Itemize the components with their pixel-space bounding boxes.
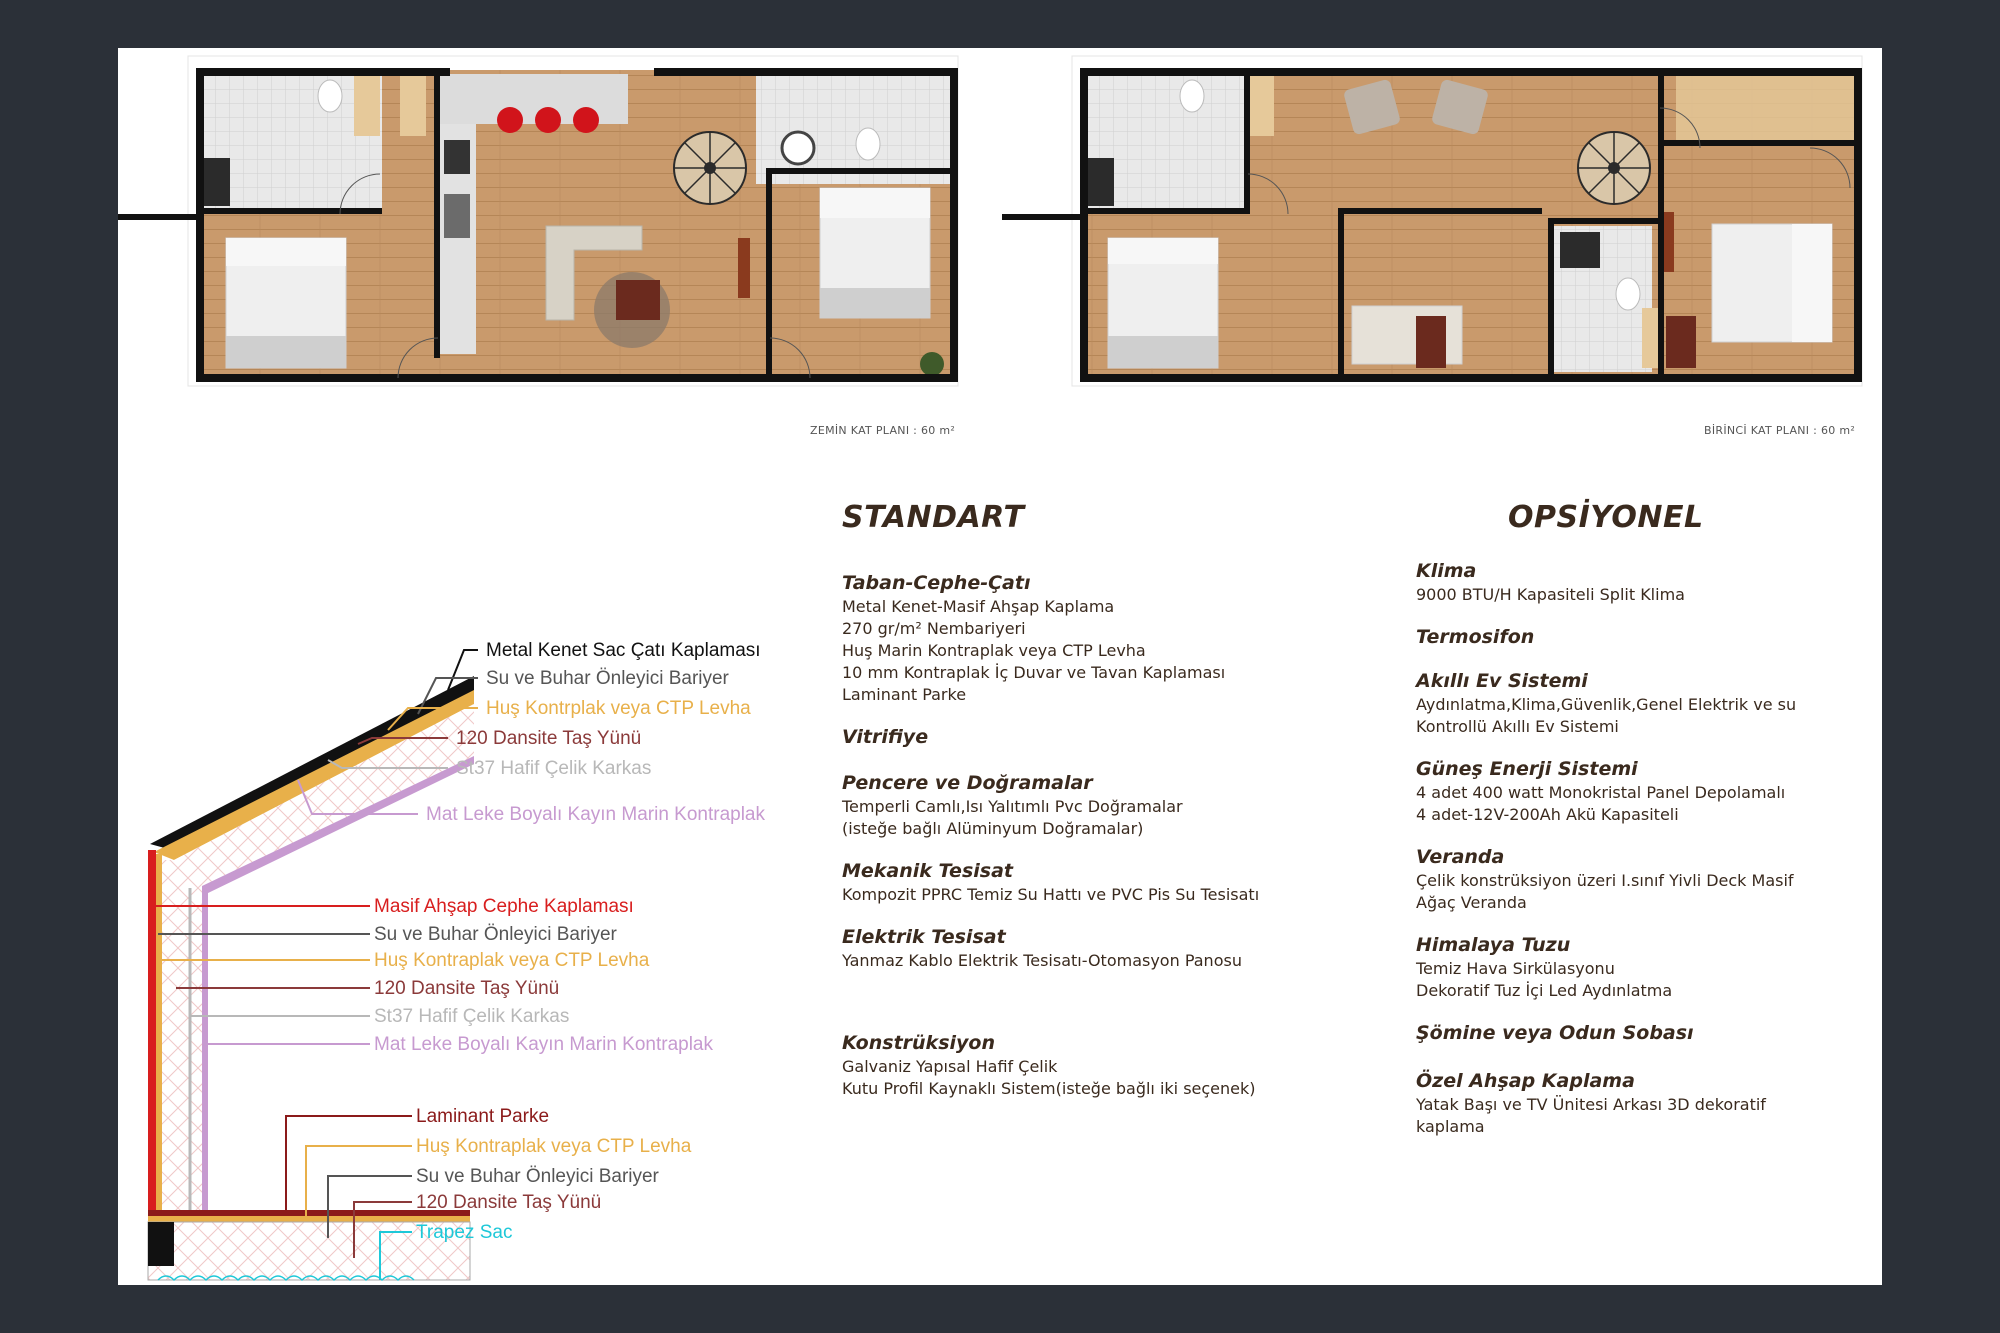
ground-floor-plan <box>118 48 978 437</box>
first-floor-label: BİRİNCİ KAT PLANI : 60 m² <box>1704 424 1856 437</box>
section-heading: Veranda <box>1416 846 1505 868</box>
floor-layer-label-1: Laminant Parke <box>416 1106 550 1127</box>
opsiyonel-list <box>1416 560 1866 1158</box>
opsiyonel-section-2 <box>1416 626 1866 648</box>
section-heading: Klima <box>1416 560 1477 582</box>
section-line: Ağaç Veranda <box>1416 893 1527 912</box>
section-heading: Taban-Cephe-Çatı <box>842 572 1031 594</box>
section-heading: Akıllı Ev Sistemi <box>1416 670 1588 692</box>
floor-layer-label-2: Huş Kontraplak veya CTP Levha <box>416 1136 692 1157</box>
construction-detail-drawing <box>118 568 818 1285</box>
section-line: Çelik konstrüksiyon üzeri I.sınıf Yivli Deck Masif <box>1416 871 1794 890</box>
roof-layer-label-3: Huş Kontrplak veya CTP Levha <box>486 698 751 719</box>
section-heading: Şömine veya Odun Sobası <box>1416 1022 1694 1044</box>
wall-layer-label-5: St37 Hafif Çelik Karkas <box>374 1006 570 1027</box>
section-line: Dekoratif Tuz İçi Led Aydınlatma <box>1416 981 1673 1000</box>
section-line: Aydınlatma,Klima,Güvenlik,Genel Elektrik ve su <box>1416 695 1797 714</box>
standart-section-2 <box>842 726 1342 748</box>
ground-floor-drawing <box>118 48 978 428</box>
standart-section-3 <box>842 772 1342 840</box>
wall-layer-label-1: Masif Ahşap Cephe Kaplaması <box>374 896 634 917</box>
roof-layer-label-6: Mat Leke Boyalı Kayın Marin Kontraplak <box>426 804 766 825</box>
section-heading: Konstrüksiyon <box>842 1032 995 1054</box>
section-line: 4 adet 400 watt Monokristal Panel Depolamalı <box>1416 783 1786 802</box>
standart-title: STANDART <box>842 500 1025 535</box>
section-heading: Pencere ve Doğramalar <box>842 772 1093 794</box>
section-line: Metal Kenet-Masif Ahşap Kaplama <box>842 597 1115 616</box>
floor-layer-label-5: Trapez Sac <box>416 1222 513 1243</box>
section-line: Yatak Başı ve TV Ünitesi Arkası 3D dekoratif <box>1416 1095 1766 1114</box>
construction-detail <box>118 568 818 1285</box>
standart-section-6 <box>842 1032 1342 1100</box>
section-heading: Mekanik Tesisat <box>842 860 1013 882</box>
section-line: Temperli Camlı,Isı Yalıtımlı Pvc Doğramalar <box>842 797 1183 816</box>
standart-section-5 <box>842 926 1342 972</box>
section-line: Huş Marin Kontraplak veya CTP Levha <box>842 641 1146 660</box>
section-heading: Elektrik Tesisat <box>842 926 1006 948</box>
opsiyonel-section-5 <box>1416 846 1866 914</box>
roof-layer-label-2: Su ve Buhar Önleyici Bariyer <box>486 668 729 689</box>
first-floor-plan <box>1002 48 1882 437</box>
opsiyonel-section-7 <box>1416 1022 1866 1044</box>
opsiyonel-section-8 <box>1416 1070 1866 1138</box>
section-heading: Vitrifiye <box>842 726 929 748</box>
section-heading: Termosifon <box>1416 626 1535 648</box>
opsiyonel-section-1 <box>1416 560 1866 606</box>
section-line: kaplama <box>1416 1117 1485 1136</box>
section-line: (isteğe bağlı Alüminyum Doğramalar) <box>842 819 1144 838</box>
roof-layer-label-1: Metal Kenet Sac Çatı Kaplaması <box>486 640 761 661</box>
wall-layer-label-6: Mat Leke Boyalı Kayın Marin Kontraplak <box>374 1034 714 1055</box>
standart-section-4 <box>842 860 1342 906</box>
section-line: Temiz Hava Sirkülasyonu <box>1416 959 1615 978</box>
section-line: Galvaniz Yapısal Hafif Çelik <box>842 1057 1058 1076</box>
opsiyonel-section-6 <box>1416 934 1866 1002</box>
opsiyonel-section-3 <box>1416 670 1866 738</box>
ground-floor-label: ZEMİN KAT PLANI : 60 m² <box>810 424 956 437</box>
first-floor-drawing <box>1002 48 1882 428</box>
section-heading: Güneş Enerji Sistemi <box>1416 758 1638 780</box>
wall-layer-label-4: 120 Dansite Taş Yünü <box>374 978 560 999</box>
section-line: 4 adet-12V-200Ah Akü Kapasiteli <box>1416 805 1679 824</box>
section-line: 9000 BTU/H Kapasiteli Split Klima <box>1416 585 1685 604</box>
section-line: Yanmaz Kablo Elektrik Tesisatı-Otomasyon Panosu <box>842 951 1242 970</box>
roof-layer-label-5: St37 Hafif Çelik Karkas <box>456 758 652 779</box>
section-line: Laminant Parke <box>842 685 967 704</box>
brochure-sheet <box>118 48 1882 1285</box>
section-line: 10 mm Kontraplak İç Duvar ve Tavan Kaplaması <box>842 663 1226 682</box>
wall-layer-label-3: Huş Kontraplak veya CTP Levha <box>374 950 650 971</box>
floor-layer-label-3: Su ve Buhar Önleyici Bariyer <box>416 1166 659 1187</box>
roof-layer-label-4: 120 Dansite Taş Yünü <box>456 728 642 749</box>
opsiyonel-title: OPSİYONEL <box>1508 500 1704 535</box>
opsiyonel-section-4 <box>1416 758 1866 826</box>
floor-layer-label-4: 120 Dansite Taş Yünü <box>416 1192 602 1213</box>
wall-layer-label-2: Su ve Buhar Önleyici Bariyer <box>374 924 617 945</box>
section-heading: Himalaya Tuzu <box>1416 934 1571 956</box>
standart-section-1 <box>842 572 1342 706</box>
section-heading: Özel Ahşap Kaplama <box>1416 1070 1635 1092</box>
section-line: 270 gr/m² Nembariyeri <box>842 619 1026 638</box>
standart-list <box>842 572 1342 1120</box>
section-line: Kontrollü Akıllı Ev Sistemi <box>1416 717 1619 736</box>
section-line: Kutu Profil Kaynaklı Sistem(isteğe bağlı iki seçenek) <box>842 1079 1256 1098</box>
section-line: Kompozit PPRC Temiz Su Hattı ve PVC Pis Su Tesisatı <box>842 885 1260 904</box>
